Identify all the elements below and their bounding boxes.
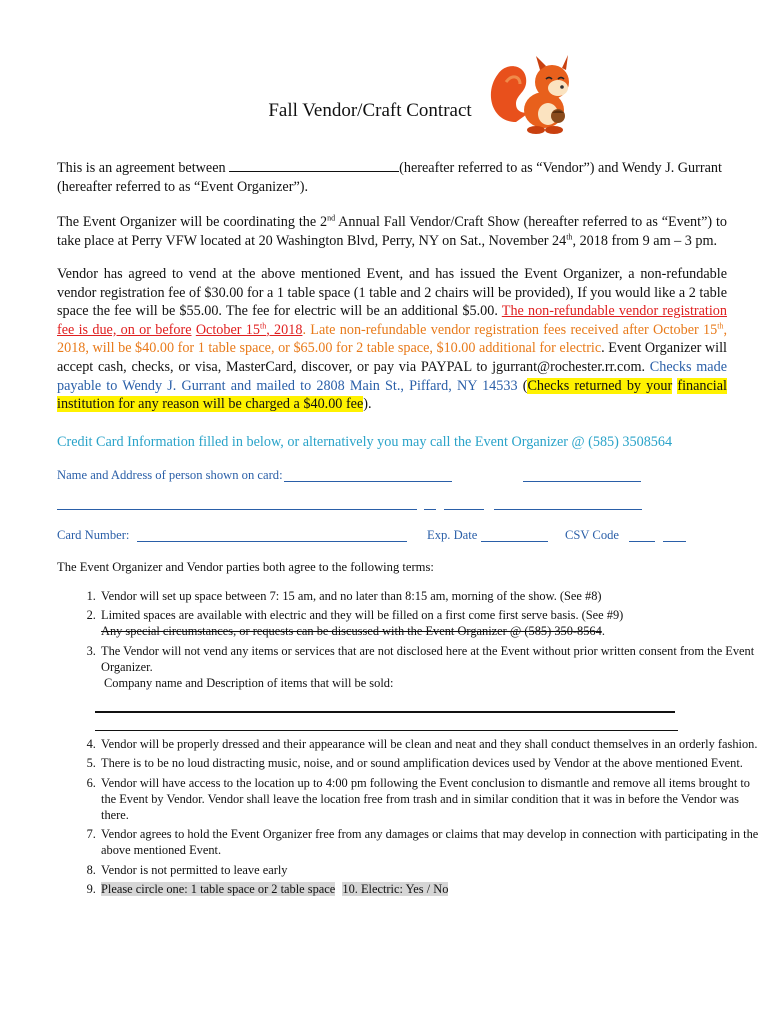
csv-field[interactable] <box>629 541 655 542</box>
fee-due-text: The non-refundable vendor registration fee is due, on or before <box>57 303 727 338</box>
items-description-field-2[interactable] <box>95 730 678 731</box>
term-5: 5. There is to be no loud distracting music, noise, and or sound amplification devices used by Vendor at the above mentioned Event. <box>99 755 759 771</box>
card-address-field[interactable] <box>57 509 417 510</box>
csv-label: CSV Code <box>565 528 620 542</box>
csv-field-2[interactable] <box>663 541 686 542</box>
payment-methods-text: . Event Organizer will accept cash, checks, or visa, MasterCard, discover, or pay via PAYPAL to jgurrant@rochester.rr.com. <box>57 340 727 375</box>
term-1: 1. Vendor will set up space between 7: 15 am, and no later than 8:15 am, morning of the show. (See #8) <box>99 588 759 604</box>
intro-after: (hereafter referred to as “Vendor”) and Wendy J. Gurrant <box>399 160 722 176</box>
vendor-name-field[interactable] <box>229 159 399 172</box>
fee-paragraph <box>57 265 727 414</box>
term-3-text: The Vendor will not vend any items or services that are not disclosed here at the Event without prior written consent from the Event Organizer. <box>101 643 755 674</box>
card-number-field[interactable] <box>137 541 407 542</box>
returned-checks-text-b: financial institution for any reason will be charged a $40.00 fee <box>57 377 727 413</box>
electric-choice[interactable]: 10. Electric: Yes / No <box>342 881 449 896</box>
term-9 <box>99 881 759 897</box>
exp-date-label: Exp. Date <box>427 528 478 542</box>
term-8: 8. Vendor is not permitted to leave early <box>99 862 759 878</box>
card-address-field-4[interactable] <box>494 509 642 510</box>
event-text-b: Annual Fall Vendor/Craft Show (hereafter referred to as “Event”) to take place at Perry VFW located at 20 Washington Blvd, Perry, NY on Sat., November 24 <box>57 214 727 249</box>
intro-line2: (hereafter referred to as “Event Organizer”). <box>57 178 309 195</box>
returned-checks-text-a: Checks returned by your <box>527 377 673 394</box>
terms-list <box>57 588 759 900</box>
fee-text-a: Vendor has agreed to vend at the above mentioned Event, and has issued the Event Organizer, a non-refundable vendor registration fee of $30.00 for a 1 table space (1 table and 2 chairs will be provided), If you would like a 2 table space the fee will be $55.00. The fee for electric will be an additional $5.00. <box>57 266 727 320</box>
late-fee-text-b: , 2018, will be $40.00 for 1 table space, or $65.00 for 2 table space, $10.00 additional for electric <box>57 321 728 357</box>
table-space-choice[interactable]: Please circle one: 1 table space or 2 table space <box>101 881 336 896</box>
term-3 <box>99 643 759 734</box>
intro-paragraph <box>57 159 727 196</box>
event-text-a: The Event Organizer will be coordinating the 2 <box>57 214 328 230</box>
term-4: 4. Vendor will be properly dressed and their appearance will be clean and neat and they shall conduct themselves in an orderly fashion. <box>99 736 759 752</box>
card-name-label: Name and Address of person shown on card: <box>57 468 283 482</box>
card-name-field[interactable] <box>284 481 452 482</box>
card-address-field-3[interactable] <box>444 509 484 510</box>
paren-close: ). <box>363 396 372 413</box>
fee-due-sup: th <box>259 321 267 331</box>
event-text-c: , 2018 from 9 am – 3 pm. <box>572 232 718 249</box>
squirrel-icon <box>486 52 586 136</box>
exp-date-field[interactable] <box>481 541 548 542</box>
term-2 <box>99 607 759 639</box>
term-6: 6. Vendor will have access to the location up to 4:00 pm following the Event conclusion to dismantle and remove all items brought to the Event by Vendor. Vendor shall leave the location free from trash and in similar condition that it was in before the Vendor was there. <box>99 775 759 824</box>
terms-intro: The Event Organizer and Vendor parties both agree to the following terms: <box>57 560 434 574</box>
intro-before: This is an agreement between <box>57 160 230 176</box>
term-7: 7. Vendor agrees to hold the Event Organizer free from any damages or claims that may develop in connection with participating in the above mentioned Event. <box>99 826 759 858</box>
event-sup: nd <box>327 213 336 223</box>
term-2-period: . <box>601 624 605 639</box>
card-number-label: Card Number: <box>57 528 130 542</box>
term-3-description-label: Company name and Description of items that will be sold: <box>104 676 394 691</box>
card-name-field-2[interactable] <box>523 481 641 482</box>
items-description-field[interactable] <box>95 711 675 713</box>
paren-open: ( <box>517 377 528 394</box>
late-fee-sup: th <box>717 321 724 331</box>
checks-payable-text: Checks made payable to Wendy J. Gurrant and mailed to 2808 Main St., Piffard, NY 14533 <box>57 358 727 394</box>
credit-card-heading: Credit Card Information filled in below, or alternatively you may call the Event Organizer @ (585) 3508564 <box>57 434 673 450</box>
term-2-text: Limited spaces are available with electric and they will be filled on a first come first serve basis. (See #9) <box>101 608 624 623</box>
event-paragraph <box>57 213 727 250</box>
fee-due-year: , 2018 <box>266 321 303 338</box>
card-address-field-2[interactable] <box>424 509 436 510</box>
event-sup2: th <box>566 231 573 241</box>
term-2-special-text: Any special circumstances, or requests can be discussed with the Event Organizer @ (585) 350-8564 <box>101 624 602 639</box>
fee-due-date: October 15 <box>195 321 260 338</box>
page-title: Fall Vendor/Craft Contract <box>268 100 472 121</box>
late-fee-text-a: . Late non-refundable vendor registration fees received after October 15 <box>302 321 718 338</box>
